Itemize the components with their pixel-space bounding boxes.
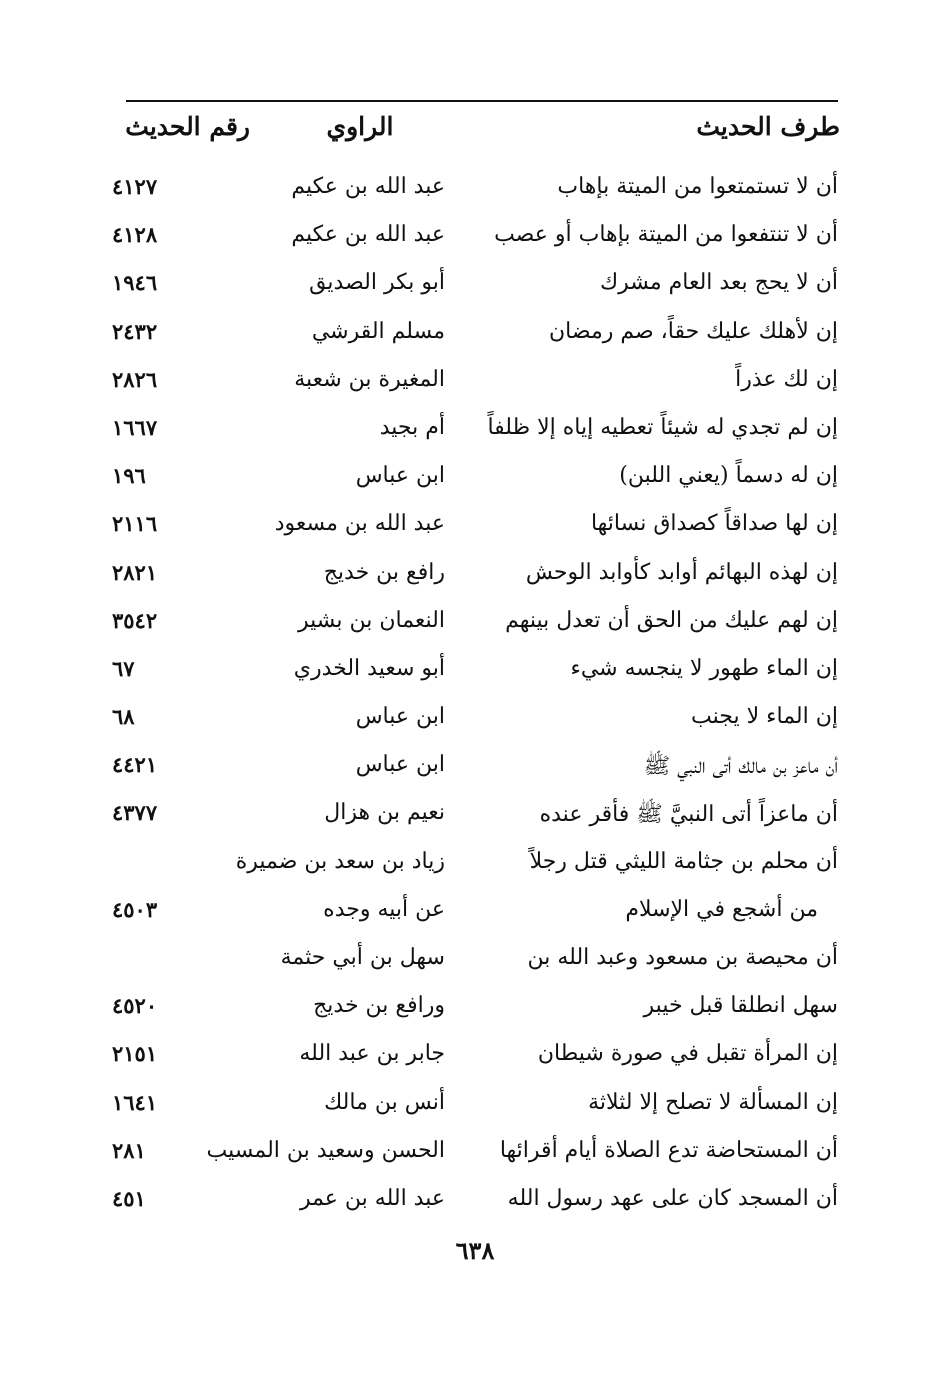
- hadith-number: ٤٥١: [112, 1185, 146, 1211]
- column-header-narrator: الراوي: [326, 112, 394, 141]
- narrator-name: ابن عباس: [355, 704, 445, 730]
- table-row: [0, 987, 950, 1035]
- hadith-number: ٦٨: [112, 704, 135, 730]
- table-row: [0, 168, 950, 216]
- hadith-number: ٢١٥١: [112, 1041, 158, 1067]
- hadith-text: أن المسجد كان على عهد رسول الله: [507, 1185, 838, 1211]
- narrator-name: عبد الله بن مسعود: [274, 511, 445, 537]
- hadith-text: أن محيصة بن مسعود وعبد الله بن: [527, 945, 838, 970]
- narrator-name: ورافع بن خديج: [313, 993, 445, 1019]
- table-row: [0, 1035, 950, 1083]
- column-header-hadith: طرف الحديث: [696, 112, 840, 141]
- hadith-number: ٤٤٢١: [112, 752, 158, 778]
- table-row: [0, 1084, 950, 1132]
- narrator-name: مسلم القرشي: [311, 318, 445, 344]
- hadith-text: إن الماء طهور لا ينجسه شيء: [570, 655, 838, 681]
- table-row: [0, 216, 950, 264]
- hadith-text: إن لأهلك عليك حقاً، صم رمضان: [549, 318, 838, 344]
- hadith-text: إن لهذه البهائم أوابد كأوابد الوحش: [525, 559, 838, 585]
- narrator-name: أنس بن مالك: [324, 1089, 445, 1115]
- hadith-text: أن محلم بن جثامة الليثي قتل رجلاً: [529, 848, 838, 874]
- narrator-name: عبد الله بن عكيم: [291, 174, 445, 199]
- narrator-name: زياد بن سعد بن ضميرة: [235, 848, 445, 874]
- hadith-text: إن لم تجدي له شيئاً تعطيه إياه إلا ظلفاً: [487, 414, 838, 440]
- hadith-number: ٢٨٢١: [112, 559, 158, 585]
- narrator-name: ابن عباس: [355, 463, 445, 489]
- table-row: [0, 457, 950, 505]
- hadith-number: ١٦٤١: [112, 1089, 158, 1115]
- narrator-name: رافع بن خديج: [323, 559, 445, 585]
- table-row: [0, 843, 950, 891]
- table-row: [0, 505, 950, 553]
- hadith-text: أن المستحاضة تدع الصلاة أيام أقرائها: [499, 1137, 838, 1163]
- hadith-text: أن لا تنتفعوا من الميتة بإهاب أو عصب: [494, 222, 838, 248]
- table-row: [0, 602, 950, 650]
- hadith-number: ٢٨٢٦: [112, 366, 158, 392]
- hadith-number: ٢١١٦: [112, 511, 158, 537]
- table-row: [0, 794, 950, 842]
- hadith-number: ٤١٢٨: [112, 222, 158, 248]
- hadith-text: سهل انطلقا قبل خيبر: [643, 993, 838, 1019]
- hadith-text: إن له دسماً (يعني اللبن): [619, 463, 838, 489]
- hadith-text: إن لها صداقاً كصداق نسائها: [590, 511, 838, 537]
- hadith-text: إن الماء لا يجنب: [691, 704, 838, 730]
- narrator-name: أبو بكر الصديق: [309, 270, 445, 296]
- table-row: [0, 409, 950, 457]
- narrator-name: أم بجيد: [379, 414, 445, 440]
- hadith-number: ٤٥٠٣: [112, 896, 158, 922]
- hadith-text: من أشجع في الإسلام: [625, 896, 818, 922]
- narrator-name: نعيم بن هزال: [324, 800, 445, 826]
- narrator-name: أبو سعيد الخدري: [293, 655, 445, 681]
- narrator-name: عبد الله بن عمر: [299, 1185, 445, 1211]
- hadith-number: ٤٥٢٠: [112, 993, 158, 1019]
- hadith-number: ٢٤٣٢: [112, 318, 158, 344]
- narrator-name: عبد الله بن عكيم: [291, 222, 445, 248]
- table-row: [0, 891, 950, 939]
- narrator-name: ابن عباس: [355, 752, 445, 778]
- hadith-number: ٢٨١: [112, 1137, 146, 1163]
- table-row: [0, 1132, 950, 1180]
- hadith-text: أن ماعزاً أتى النبيَّ ﷺ فأقر عنده: [539, 802, 838, 828]
- narrator-name: الحسن وسعيد بن المسيب: [206, 1137, 445, 1163]
- hadith-text: أن لا تستمتعوا من الميتة بإهاب: [557, 174, 838, 199]
- narrator-name: عن أبيه وجده: [323, 896, 445, 922]
- hadith-text: أن لا يحج بعد العام مشرك: [599, 270, 838, 296]
- narrator-name: جابر بن عبد الله: [299, 1041, 445, 1067]
- hadith-number: ٣٥٤٢: [112, 607, 158, 633]
- hadith-text: إن المسألة لا تصلح إلا لثلاثة: [588, 1089, 838, 1115]
- table-row: [0, 939, 950, 987]
- table-row: [0, 1180, 950, 1228]
- column-header-number: رقم الحديث: [125, 112, 250, 141]
- page-number: ٦٣٨: [455, 1236, 495, 1265]
- table-row: [0, 313, 950, 361]
- narrator-name: المغيرة بن شعبة: [294, 366, 445, 392]
- table-row: [0, 361, 950, 409]
- hadith-number: ١٩٦: [112, 463, 146, 489]
- table-row: [0, 264, 950, 312]
- hadith-index-table: [0, 168, 950, 1228]
- table-row: [0, 746, 950, 794]
- table-row: [0, 698, 950, 746]
- hadith-number: ١٩٤٦: [112, 270, 158, 296]
- hadith-number: ١٦٦٧: [112, 414, 158, 440]
- hadith-text: إن لك عذراً: [735, 366, 838, 392]
- narrator-name: النعمان بن بشير: [297, 607, 445, 633]
- table-row: [0, 650, 950, 698]
- hadith-number: ٦٧: [112, 655, 135, 681]
- narrator-name: سهل بن أبي حثمة: [280, 945, 445, 970]
- header-rule: [126, 100, 838, 102]
- hadith-text: أن ماعز بن مالك أتى النبي ﷺ: [643, 754, 838, 780]
- hadith-number: ٤٣٧٧: [112, 800, 158, 826]
- hadith-number: ٤١٢٧: [112, 174, 158, 199]
- table-row: [0, 554, 950, 602]
- hadith-text: إن لهم عليك من الحق أن تعدل بينهم: [505, 607, 838, 633]
- hadith-text: إن المرأة تقبل في صورة شيطان: [537, 1041, 838, 1067]
